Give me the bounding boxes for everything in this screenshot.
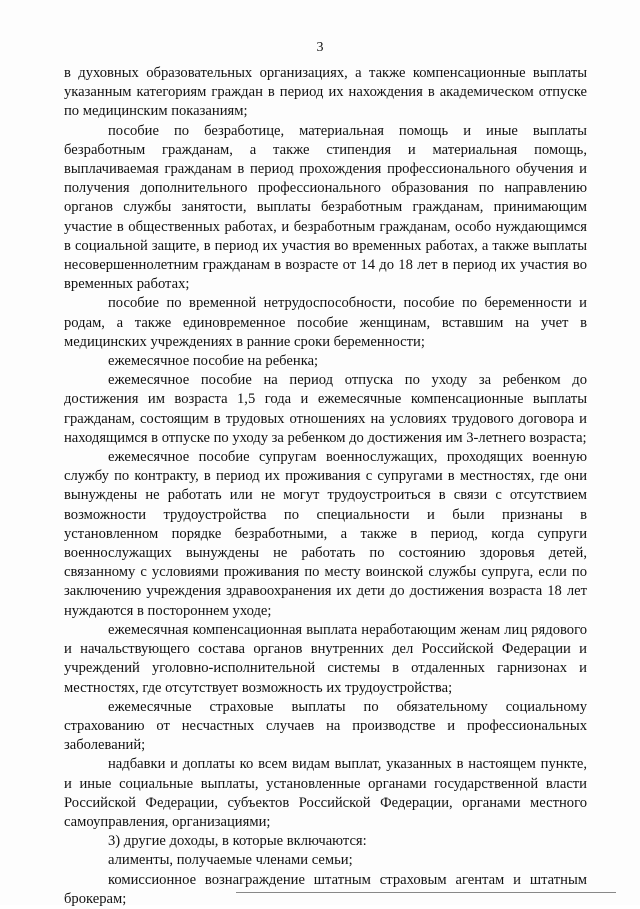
paragraph: ежемесячное пособие на ребенка; <box>108 353 319 370</box>
paragraph: ежемесячное пособие на период отпуска по уходу за ребенком до достижения им возраста 1,5 года и ежемесячные компенсационные выплаты гражданам, состоящим в трудовых отношениях на условиях трудового договора и находящимся в отпуске по уходу за ребенком до достижения им 3-летнего возраста; <box>64 372 587 446</box>
document-body <box>64 64 587 909</box>
paragraph: комиссионное вознаграждение штатным страховым агентам и штатным брокерам; <box>64 871 587 907</box>
page-number: 3 <box>316 40 324 55</box>
paragraph: пособие по безработице, материальная помощь и иные выплаты безработным гражданам, а также стипендия и материальная помощь, выплачиваемая гражданам в период прохождения профессионального обучения и получения дополнительного профессионального образования по направлению органов службы занятости, выплаты безработным гражданам, принимающим участие в общественных работах, и безработным гражданам, особо нуждающимся в социальной защите, в период их участия во временных работах, а также выплаты несовершеннолетним гражданам в возрасте от 14 до 18 лет в период их участия во временных работах; <box>64 122 587 293</box>
paragraph: в духовных образовательных организациях, а также компенсационные выплаты указанным категориям граждан в период их нахождения в академическом отпуске по медицинским показаниям; <box>64 65 587 120</box>
paragraph: ежемесячная компенсационная выплата неработающим женам лиц рядового и начальствующего состава органов внутренних дел Российской Федерации и учреждений уголовно-исполнительной системы в отдаленных гарнизонах и местностях, где отсутствует возможность их трудоустройства; <box>64 621 587 696</box>
paragraph: 3) другие доходы, в которые включаются: <box>108 833 367 850</box>
paragraph: ежемесячное пособие супругам военнослужащих, проходящих военную службу по контракту, в период их проживания с супругами в местностях, где они вынуждены не работать или не могут трудоустроиться в связи с отсутствием возможности трудоустройства по специальности и были признаны в установленном порядке безработными, а также в период, когда супруги военнослужащих вынуждены не работать по состоянию здоровья детей, связанному с условиями проживания по месту воинской службы супруга, если по заключению учреждения здравоохранения их дети до достижения возраста 18 лет нуждаются в постороннем уходе; <box>64 449 587 619</box>
paragraph: надбавки и доплаты ко всем видам выплат, указанных в настоящем пункте, и иные социальные выплаты, установленные органами государственной власти Российской Федерации, субъектов Российской Федерации, органами местного самоуправления, организациями; <box>64 756 587 830</box>
paragraph: ежемесячные страховые выплаты по обязательному социальному страхованию от несчастных случаев на производстве и профессиональных заболеваний; <box>64 698 587 754</box>
paragraph: пособие по временной нетрудоспособности, пособие по беременности и родам, а также единовременное пособие женщинам, вставшим на учет в медицинских учреждениях в ранние сроки беременности; <box>64 295 587 350</box>
paragraph: алименты, получаемые членами семьи; <box>108 852 353 869</box>
scan-edge-line <box>236 892 616 893</box>
